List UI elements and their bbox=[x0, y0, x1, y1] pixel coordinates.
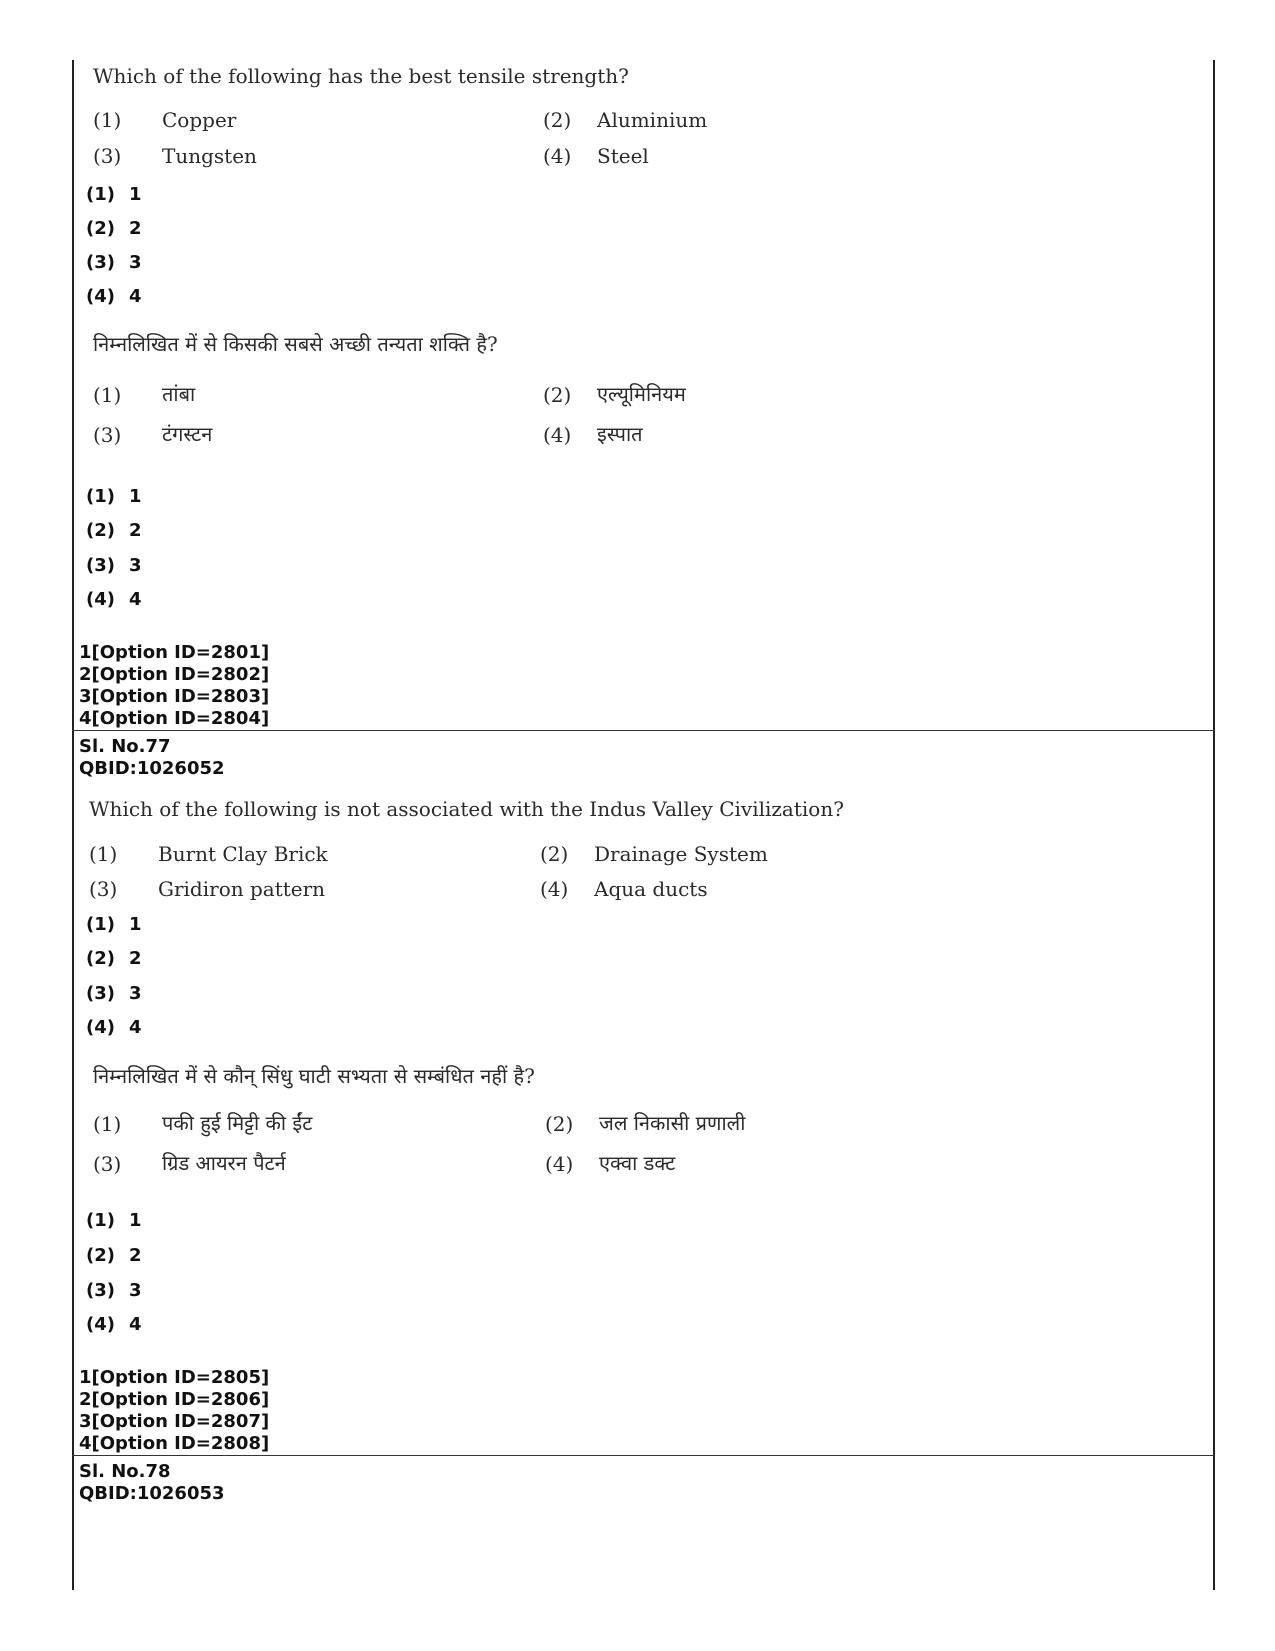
answer-label: (3) bbox=[86, 983, 115, 1004]
option-number: (3) bbox=[89, 877, 118, 901]
answer-label: (2) bbox=[86, 948, 115, 969]
answer-choice bbox=[86, 520, 142, 541]
option-number: (4) bbox=[540, 877, 569, 901]
option-text: एक्वा डक्ट bbox=[599, 1151, 676, 1175]
answer-choice bbox=[86, 1210, 142, 1231]
answer-choice bbox=[86, 252, 142, 273]
answer-choice bbox=[86, 486, 142, 507]
option-text: Gridiron pattern bbox=[158, 877, 326, 901]
option-id-list bbox=[79, 642, 269, 730]
answer-choice bbox=[86, 1017, 142, 1038]
answer-choice bbox=[86, 555, 142, 576]
answer-choice bbox=[86, 983, 142, 1004]
option-text: टंगस्टन bbox=[162, 422, 213, 446]
option-id: 4[Option ID=2808] bbox=[79, 1433, 270, 1454]
answer-value: 1 bbox=[128, 914, 142, 935]
option-text: Aluminium bbox=[597, 108, 708, 132]
question-header bbox=[79, 736, 225, 780]
option-text: Copper bbox=[162, 108, 237, 132]
option-number: (4) bbox=[545, 1152, 574, 1176]
answer-choice bbox=[86, 1245, 142, 1266]
answer-value: 4 bbox=[128, 286, 142, 307]
option-id-list bbox=[79, 1367, 269, 1455]
page-border-left bbox=[72, 60, 74, 1590]
option-number: (2) bbox=[540, 842, 569, 866]
answer-value: 3 bbox=[128, 555, 142, 576]
answer-value: 4 bbox=[128, 589, 142, 610]
question-text-hi: निम्नलिखित में से कौन् सिंधु घाटी सभ्यता से सम्बंधित नहीं है? bbox=[93, 1064, 535, 1088]
answer-choice bbox=[86, 1280, 142, 1301]
answer-value: 1 bbox=[128, 184, 142, 205]
answer-choice bbox=[86, 948, 142, 969]
answer-label: (4) bbox=[86, 286, 115, 307]
answer-label: (1) bbox=[86, 486, 115, 507]
answer-label: (1) bbox=[86, 184, 115, 205]
answer-choice bbox=[86, 286, 142, 307]
qbid: QBID:1026052 bbox=[79, 758, 225, 779]
answer-value: 3 bbox=[128, 1280, 142, 1301]
option-number: (1) bbox=[89, 842, 118, 866]
answer-value: 4 bbox=[128, 1017, 142, 1038]
option-id: 3[Option ID=2803] bbox=[79, 686, 270, 707]
option-number: (3) bbox=[93, 144, 122, 168]
option-number: (1) bbox=[93, 383, 122, 407]
option-text: Tungsten bbox=[162, 144, 257, 168]
serial-number: Sl. No.78 bbox=[79, 1461, 171, 1482]
option-text: Drainage System bbox=[594, 842, 768, 866]
option-text: Aqua ducts bbox=[594, 877, 708, 901]
answer-value: 2 bbox=[128, 520, 142, 541]
option-text: Steel bbox=[597, 144, 649, 168]
option-number: (2) bbox=[543, 108, 572, 132]
option-id: 2[Option ID=2802] bbox=[79, 664, 270, 685]
option-number: (1) bbox=[93, 108, 122, 132]
answer-choice bbox=[86, 184, 142, 205]
option-text: इस्पात bbox=[597, 422, 643, 446]
answer-value: 1 bbox=[128, 1210, 142, 1231]
question-text-en: Which of the following is not associated with the Indus Valley Civilization? bbox=[89, 797, 844, 821]
question-divider bbox=[72, 1455, 1215, 1456]
answer-label: (4) bbox=[86, 1314, 115, 1335]
option-number: (4) bbox=[543, 144, 572, 168]
answer-choice bbox=[86, 218, 142, 239]
answer-label: (1) bbox=[86, 1210, 115, 1231]
option-text: Burnt Clay Brick bbox=[158, 842, 328, 866]
answer-label: (4) bbox=[86, 589, 115, 610]
question-text-hi: निम्नलिखित में से किसकी सबसे अच्छी तन्यता शक्ति है? bbox=[93, 332, 498, 356]
option-number: (2) bbox=[545, 1112, 574, 1136]
option-number: (2) bbox=[543, 383, 572, 407]
qbid: QBID:1026053 bbox=[79, 1483, 225, 1504]
option-id: 2[Option ID=2806] bbox=[79, 1389, 270, 1410]
option-number: (3) bbox=[93, 423, 122, 447]
answer-value: 2 bbox=[128, 218, 142, 239]
option-number: (3) bbox=[93, 1152, 122, 1176]
answer-value: 2 bbox=[128, 948, 142, 969]
option-id: 1[Option ID=2805] bbox=[79, 1367, 270, 1388]
option-text: तांबा bbox=[162, 382, 196, 406]
option-text: एल्यूमिनियम bbox=[597, 382, 686, 406]
answer-label: (3) bbox=[86, 1280, 115, 1301]
option-text: जल निकासी प्रणाली bbox=[599, 1111, 746, 1135]
answer-label: (1) bbox=[86, 914, 115, 935]
answer-label: (3) bbox=[86, 555, 115, 576]
option-number: (1) bbox=[93, 1112, 122, 1136]
answer-label: (2) bbox=[86, 218, 115, 239]
answer-label: (3) bbox=[86, 252, 115, 273]
question-divider bbox=[72, 730, 1215, 731]
answer-value: 1 bbox=[128, 486, 142, 507]
question-header bbox=[79, 1461, 225, 1505]
answer-value: 3 bbox=[128, 252, 142, 273]
page-border-right bbox=[1213, 60, 1215, 1590]
option-number: (4) bbox=[543, 423, 572, 447]
answer-value: 4 bbox=[128, 1314, 142, 1335]
answer-label: (2) bbox=[86, 1245, 115, 1266]
answer-label: (2) bbox=[86, 520, 115, 541]
option-text: ग्रिड आयरन पैटर्न bbox=[162, 1151, 286, 1175]
question-text-en: Which of the following has the best tensile strength? bbox=[93, 64, 629, 88]
option-id: 4[Option ID=2804] bbox=[79, 708, 270, 729]
answer-choice bbox=[86, 589, 142, 610]
answer-value: 3 bbox=[128, 983, 142, 1004]
answer-label: (4) bbox=[86, 1017, 115, 1038]
option-text: पकी हुई मिट्टी की ईंट bbox=[162, 1111, 313, 1135]
option-id: 1[Option ID=2801] bbox=[79, 642, 270, 663]
answer-value: 2 bbox=[128, 1245, 142, 1266]
answer-choice bbox=[86, 1314, 142, 1335]
answer-choice bbox=[86, 914, 142, 935]
serial-number: Sl. No.77 bbox=[79, 736, 171, 757]
option-id: 3[Option ID=2807] bbox=[79, 1411, 270, 1432]
